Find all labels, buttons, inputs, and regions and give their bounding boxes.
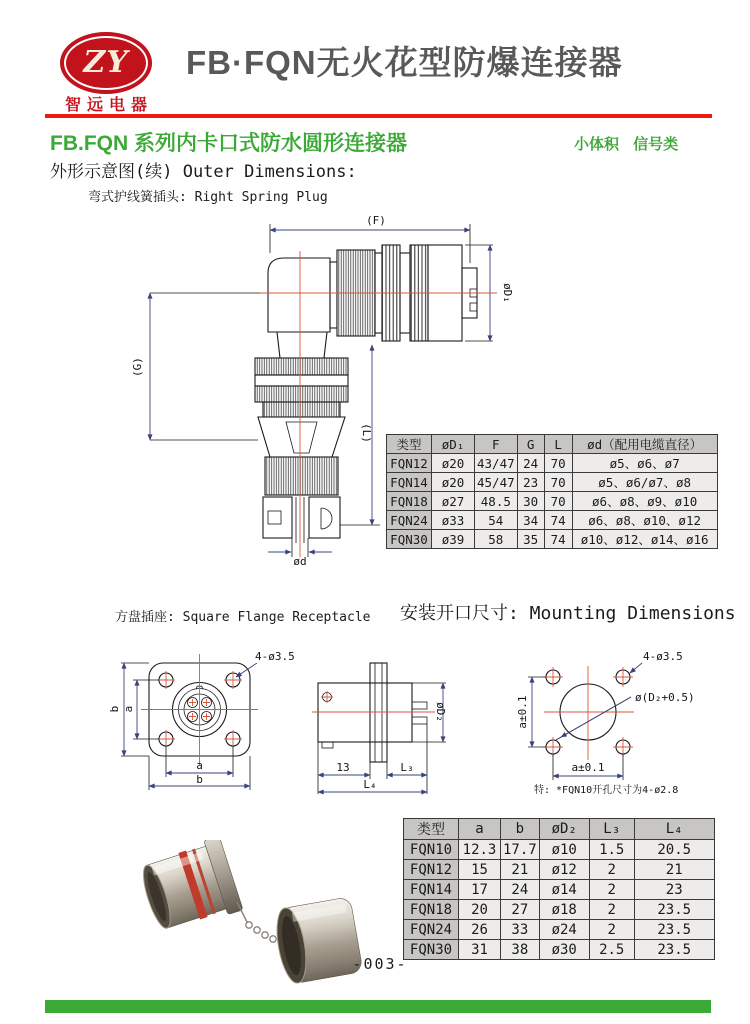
page-title: FB·FQN无火花型防爆连接器 — [186, 44, 623, 81]
table-cell: 23.5 — [634, 920, 714, 940]
table-cell: ø10、ø12、ø14、ø16 — [572, 530, 717, 549]
table-cell: 2 — [589, 860, 634, 880]
table-cell: 12.3 — [459, 840, 501, 860]
table-cell: 23 — [517, 473, 544, 492]
table-cell: 23 — [634, 880, 714, 900]
table-header-cell: L₃ — [589, 819, 634, 840]
table-header-cell: F — [475, 435, 518, 454]
dim-label-a-tol-left: a±0.1 — [516, 695, 529, 729]
table-cell: 35 — [517, 530, 544, 549]
table-cell: ø39 — [432, 530, 475, 549]
header-divider — [45, 114, 712, 118]
table-cell: 27 — [501, 900, 540, 920]
table-row — [404, 940, 715, 960]
table-cell: 33 — [501, 920, 540, 940]
table-row-header-cell: FQN12 — [404, 860, 459, 880]
table-row — [387, 454, 718, 473]
table-header-cell: G — [517, 435, 544, 454]
dim-label-G: (G) — [131, 357, 144, 377]
table-cell: 54 — [475, 511, 518, 530]
table-cell: 26 — [459, 920, 501, 940]
table-cell: 21 — [634, 860, 714, 880]
hole-spec-label: 4-ø3.5 — [255, 650, 295, 663]
table-cell: 38 — [501, 940, 540, 960]
dim-label-a-left: a — [122, 705, 135, 713]
table-row-header-cell: FQN10 — [404, 840, 459, 860]
logo-company-name: 智远电器 — [64, 97, 153, 114]
table-row — [387, 473, 718, 492]
table-row — [404, 860, 715, 880]
table-cell: ø18 — [539, 900, 589, 920]
table-cell: 70 — [544, 473, 572, 492]
table-header-row — [387, 435, 718, 454]
plug-dimensions-table — [386, 434, 718, 549]
table-cell: 31 — [459, 940, 501, 960]
table-cell: 21 — [501, 860, 540, 880]
table-cell: 24 — [517, 454, 544, 473]
logo-monogram: ZY — [83, 44, 129, 80]
table-cell: 15 — [459, 860, 501, 880]
table-cell: 17.7 — [501, 840, 540, 860]
dim-label-13: 13 — [336, 761, 350, 774]
mounting-dimensions-drawing — [500, 640, 720, 800]
table-cell: 20 — [459, 900, 501, 920]
footer-bar — [45, 1000, 711, 1013]
series-tags: 小体积 信号类 — [574, 136, 679, 153]
table-cell: ø24 — [539, 920, 589, 940]
mounting-caption: 安装开口尺寸: Mounting Dimensions — [400, 603, 736, 624]
dim-label-D2: øD₂ — [434, 702, 447, 722]
dim-label-D1: øD₁ — [501, 283, 514, 303]
table-row — [404, 900, 715, 920]
table-header-cell: b — [501, 819, 540, 840]
dim-label-d: ød — [293, 555, 307, 565]
company-logo — [60, 32, 152, 94]
table-cell: ø12 — [539, 860, 589, 880]
table-row-header-cell: FQN30 — [404, 940, 459, 960]
mounting-note: 特: *FQN10开孔尺寸为4-ø2.8 — [534, 785, 679, 796]
table-cell: ø20 — [432, 454, 475, 473]
table-row — [404, 920, 715, 940]
table-cell: 70 — [544, 454, 572, 473]
table-row-header-cell: FQN24 — [387, 511, 432, 530]
table-cell: 34 — [517, 511, 544, 530]
table-row — [387, 511, 718, 530]
table-cell: ø27 — [432, 492, 475, 511]
outer-dimensions-heading: 外形示意图(续) Outer Dimensions: — [50, 162, 357, 182]
dim-label-b-left: b — [108, 705, 121, 713]
table-header-cell: L₄ — [634, 819, 714, 840]
table-header-cell: L — [544, 435, 572, 454]
table-cell: ø5、ø6/ø7、ø8 — [572, 473, 717, 492]
table-cell: ø6、ø8、ø10、ø12 — [572, 511, 717, 530]
plug-caption: 弯式护线簧插头: Right Spring Plug — [88, 190, 328, 205]
table-cell: 74 — [544, 511, 572, 530]
table-row — [387, 530, 718, 549]
table-cell: 43/47 — [475, 454, 518, 473]
page-number: -003- — [352, 955, 408, 973]
dim-label-a-tol-bottom: a±0.1 — [571, 761, 605, 774]
dim-label-b-bottom: b — [196, 773, 203, 786]
table-row-header-cell: FQN18 — [404, 900, 459, 920]
table-cell: ø33 — [432, 511, 475, 530]
table-row-header-cell: FQN30 — [387, 530, 432, 549]
table-row-header-cell: FQN14 — [387, 473, 432, 492]
table-row — [387, 492, 718, 511]
table-cell: 58 — [475, 530, 518, 549]
table-header-cell: øD₂ — [539, 819, 589, 840]
series-title: FB.FQN 系列内卡口式防水圆形连接器 — [50, 132, 407, 155]
mount-hole-spec-label: 4-ø3.5 — [643, 650, 683, 663]
table-cell: 2 — [589, 900, 634, 920]
table-cell: 23.5 — [634, 900, 714, 920]
table-row-header-cell: FQN12 — [387, 454, 432, 473]
mounting-dimensions-table — [403, 818, 715, 960]
dim-label-L4: L₄ — [363, 778, 377, 791]
table-row — [404, 880, 715, 900]
flange-side-view-drawing — [300, 650, 460, 805]
table-cell: 45/47 — [475, 473, 518, 492]
table-header-row — [404, 819, 715, 840]
table-row-header-cell: FQN24 — [404, 920, 459, 940]
dim-label-L: (L) — [360, 423, 373, 443]
receptacle-caption: 方盘插座: Square Flange Receptacle — [115, 610, 371, 625]
table-cell: 17 — [459, 880, 501, 900]
table-cell: ø5、ø6、ø7 — [572, 454, 717, 473]
table-cell: 2 — [589, 920, 634, 940]
table-header-cell: 类型 — [387, 435, 432, 454]
dim-label-L3: L₃ — [400, 761, 414, 774]
table-cell: 2 — [589, 880, 634, 900]
table-row-header-cell: FQN14 — [404, 880, 459, 900]
table-cell: 74 — [544, 530, 572, 549]
table-cell: 30 — [517, 492, 544, 511]
table-cell: 2.5 — [589, 940, 634, 960]
table-cell: 24 — [501, 880, 540, 900]
table-cell: ø20 — [432, 473, 475, 492]
dim-label-a-bottom: a — [196, 759, 203, 772]
table-header-cell: øD₁ — [432, 435, 475, 454]
table-cell: ø10 — [539, 840, 589, 860]
table-header-cell: ød（配用电缆直径） — [572, 435, 717, 454]
table-cell: 1.5 — [589, 840, 634, 860]
table-row-header-cell: FQN18 — [387, 492, 432, 511]
table-cell: 23.5 — [634, 940, 714, 960]
table-cell: ø14 — [539, 880, 589, 900]
table-cell: ø6、ø8、ø9、ø10 — [572, 492, 717, 511]
table-header-cell: a — [459, 819, 501, 840]
table-cell: 48.5 — [475, 492, 518, 511]
table-row — [404, 840, 715, 860]
table-cell: ø30 — [539, 940, 589, 960]
mount-diameter-label: ø(D₂+0.5) — [635, 691, 695, 704]
table-header-cell: 类型 — [404, 819, 459, 840]
table-cell: 70 — [544, 492, 572, 511]
dim-label-F: (F) — [366, 214, 386, 227]
table-cell: 20.5 — [634, 840, 714, 860]
